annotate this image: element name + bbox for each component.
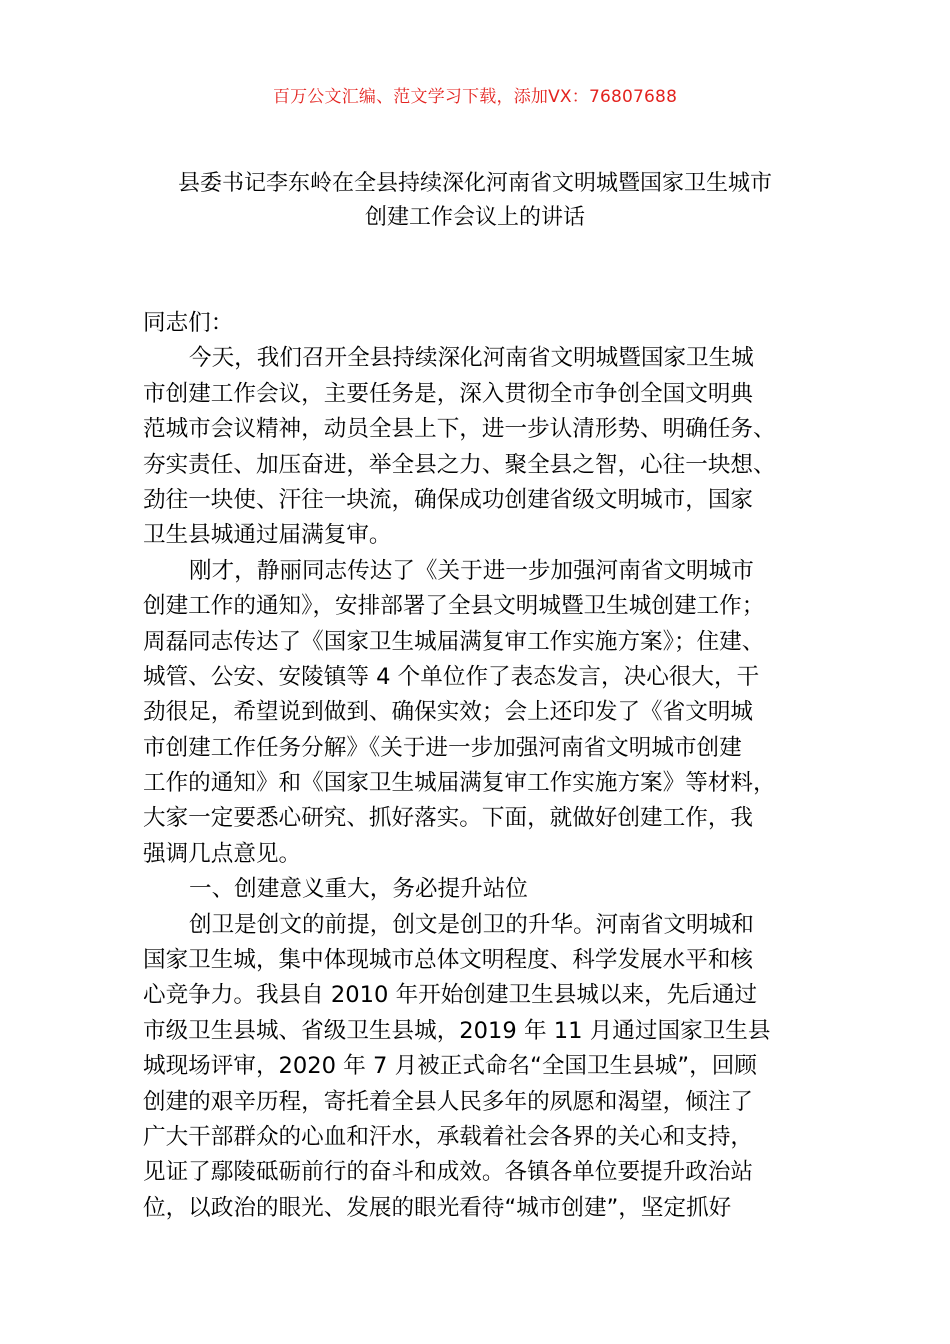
body-line: 劲往一块使、汗往一块流，确保成功创建省级文明城市，国家 [143, 486, 754, 513]
body-line: 创卫是创文的前提，创文是创卫的升华。河南省文明城和 [189, 911, 754, 938]
body-line: 见证了鄢陵砥砺前行的奋斗和成效。各镇各单位要提升政治站 [143, 1159, 754, 1186]
document-title [0, 167, 950, 235]
body-line: 卫生县城通过届满复审。 [143, 522, 392, 549]
title-line-2: 创建工作会议上的讲话 [364, 205, 585, 230]
body-line: 创建的艰辛历程，寄托着全县人民多年的夙愿和渴望，倾注了 [143, 1088, 754, 1115]
body-line: 心竞争力。我县自 2010 年开始创建卫生县城以来，先后通过 [143, 982, 758, 1009]
body-line: 创建工作的通知》，安排部署了全县文明城暨卫生城创建工作； [143, 593, 765, 620]
body-line: 市创建工作会议，主要任务是，深入贯彻全市争创全国文明典 [143, 380, 754, 407]
title-line-1: 县委书记李东岭在全县持续深化河南省文明城暨国家卫生城市 [177, 171, 772, 196]
body-line: 市创建工作任务分解》《关于进一步加强河南省文明城市创建 [143, 734, 742, 761]
body-line: 工作的通知》和《国家卫生城届满复审工作实施方案》等材料， [143, 770, 776, 797]
body-line: 位，以政治的眼光、发展的眼光看待“城市创建”，坚定抓好 [143, 1194, 732, 1221]
document-body [143, 306, 823, 1226]
body-line: 广大干部群众的心血和汗水，承载着社会各界的关心和支持， [143, 1123, 754, 1150]
body-line: 城管、公安、安陵镇等 4 个单位作了表态发言，决心很大，干 [143, 663, 760, 690]
body-line: 国家卫生城，集中体现城市总体文明程度、科学发展水平和核 [143, 947, 754, 974]
body-line: 城现场评审，2020 年 7 月被正式命名“全国卫生县城”，回顾 [143, 1053, 757, 1080]
body-line: 周磊同志传达了《国家卫生城届满复审工作实施方案》；住建、 [143, 628, 765, 655]
body-line: 劲很足，希望说到做到、确保实效；会上还印发了《省文明城 [143, 699, 754, 726]
body-line: 市级卫生县城、省级卫生县城，2019 年 11 月通过国家卫生县 [143, 1017, 771, 1044]
body-line: 大家一定要悉心研究、抓好落实。下面，就做好创建工作，我 [143, 805, 754, 832]
body-line: 夯实责任、加压奋进，举全县之力、聚全县之智，心往一块想、 [143, 451, 776, 478]
watermark-banner: 百万公文汇编、范文学习下载，添加VX：76807688 [272, 87, 678, 107]
salutation: 同志们： [143, 310, 234, 336]
body-line: 强调几点意见。 [143, 840, 302, 867]
section-heading: 一、创建意义重大，务必提升站位 [189, 876, 528, 903]
body-line: 范城市会议精神，动员全县上下，进一步认清形势、明确任务、 [143, 416, 776, 443]
body-line: 刚才，静丽同志传达了《关于进一步加强河南省文明城市 [189, 557, 754, 584]
body-line: 今天，我们召开全县持续深化河南省文明城暨国家卫生城 [189, 345, 754, 372]
